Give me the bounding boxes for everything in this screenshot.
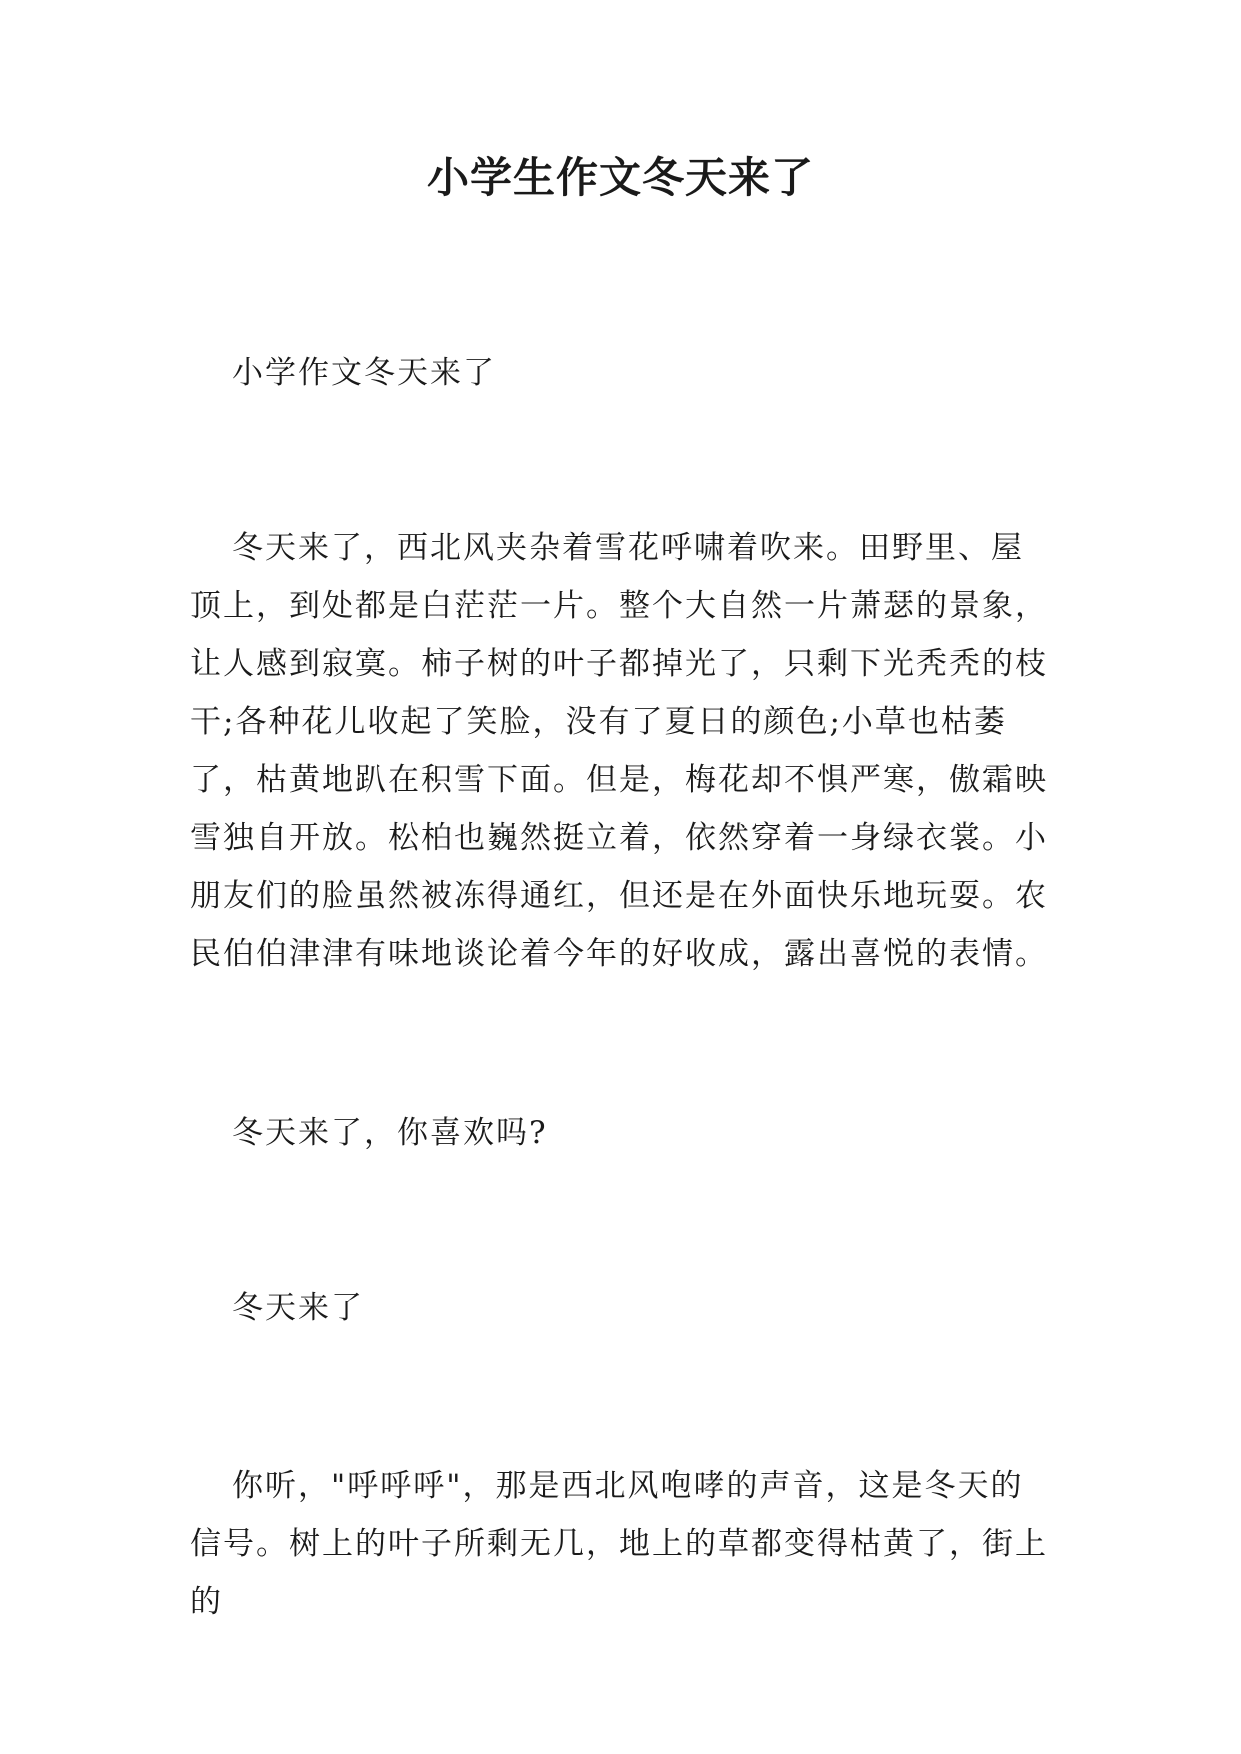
paragraph-body-1: 冬天来了，西北风夹杂着雪花呼啸着吹来。田野里、屋顶上，到处都是白茫茫一片。整个大自然一片萧瑟的景象，让人感到寂寞。柿子树的叶子都掉光了，只剩下光秃秃的枝干;各种花儿收起了笑脸，没有了夏日的颜色;小草也枯萎了，枯黄地趴在积雪下面。但是，梅花却不惧严寒，傲霜映雪独自开放。松柏也巍然挺立着，依然穿着一身绿衣裳。小朋友们的脸虽然被冻得通红，但还是在外面快乐地玩耍。农民伯伯津津有味地谈论着今年的好收成，露出喜悦的表情。	[190, 530, 1048, 972]
paragraph-question: 冬天来了，你喜欢吗?	[232, 1115, 548, 1151]
paragraph-subtitle: 小学作文冬天来了	[232, 355, 496, 391]
document-title: 小学生作文冬天来了	[426, 153, 814, 202]
paragraph-body-2: 你听，"呼呼呼"，那是西北风咆哮的声音，这是冬天的信号。树上的叶子所剩无几，地上的草都变得枯黄了，街上的	[190, 1468, 1048, 1620]
paragraph-section-heading: 冬天来了	[232, 1290, 364, 1326]
